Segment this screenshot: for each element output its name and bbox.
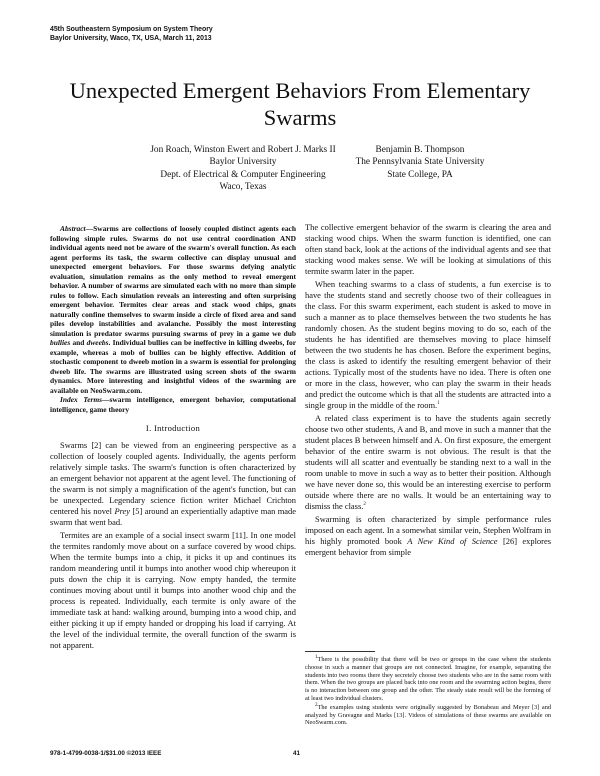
paragraph: The collective emergent behavior of the swarm is clearing the area and stacking wood chips. When the swarm function is identified, one can often stand back, look at the actions of the individual agents and see that stacking wood makes sense. We will be looking at simulations of this termite swarm later in the paper. — [305, 222, 551, 276]
paper-title — [40, 77, 560, 131]
abstract-lead: Abstract — [60, 224, 86, 233]
abstract — [50, 224, 296, 395]
left-column — [50, 224, 296, 653]
abstract-text: —Swarms are collections of loosely coupled distinct agents each following simple rules. Swarms do not use central coordination AND individual agents need not be aware of the swarm's overall function. As each agent performs its task, the swarm collective can display unusual and unexpected emergent behaviors. For those swarms defying analytic evaluation, simulation remains as the only method to reveal emergent behavior. A number of swarms are simulated each with no more than simple rules to follow. Each simulation reveals an interesting and often surprising emergent behavior. Termites clear areas and stack wood chips, gnats naturally confine themselves to swarm inside a circle of fixed area and sand piles develop instabilities and avalanche. Possibly the most interesting simulation is predator swarms pursuing swarms of prey in a game we dub — [50, 224, 296, 338]
author-names: Benjamin B. Thompson — [375, 145, 465, 155]
conference-name: 45th Southeastern Symposium on System Theory — [50, 26, 213, 33]
footnote-1 — [305, 656, 551, 703]
title-line-2: Swarms — [263, 105, 337, 130]
novel-title: Prey — [114, 506, 131, 516]
paragraph — [305, 413, 551, 512]
footnote-marker: 2 — [363, 502, 366, 508]
abstract-dweebs: dweebs — [86, 338, 109, 347]
index-terms-text: —swarm intelligence, emergent behavior, computational intelligence, game theory — [50, 395, 296, 414]
footnote-marker: 1 — [315, 654, 318, 660]
index-terms — [50, 395, 296, 414]
footnote-marker: 1 — [437, 401, 440, 407]
author-affiliation: Baylor University — [209, 157, 277, 168]
author-affiliation: The Pennsylvania State University — [355, 157, 485, 168]
paragraph-text: Swarms [2] can be viewed from an engineering perspective as a collection of loosely coupled agents. Individually, the agents perform relatively simple tasks. The swarm's function is often characterized by an emergent behavior not apparent at the agent level. The functioning of the swarm is not simply a magnification of the agent's function, but can be unexpected. Legendary science fiction writer Michael Crichton centered his novel — [50, 440, 296, 516]
abstract-and: and — [70, 338, 87, 347]
paragraph: Termites are an example of a social insect swarm [11]. In one model the termites randomly move about on a surface covered by wood chips. When the termite bumps into a chip, it picks it up and continues its random meandering until it bumps into another wood chip whereupon it puts down the chip it is carrying. Now empty handed, the termite continues moving about until it bumps into another wood chip and the process is repeated. Individually, each termite is only aware of the immediate task at hand: walking around, bumping into a wood chip, and either picking it up if empty handed or dropping his load if carrying. At the level of the individual termite, the overall function of the swarm is not apparent. — [50, 530, 296, 650]
footnotes — [305, 651, 551, 728]
footnote-2 — [305, 704, 551, 727]
paragraph — [305, 279, 551, 411]
footnote-text: There is the possibility that there will be two or groups in the case where the students choose in such a manner that groups are not connected. Imagine, for example, separating the students into two rooms there they secretely choose two students who are in the same room with them. When the two groups are placed back into one room and the swarming action begins, there is no interaction between one group and the other. The steady state result will be the forming of at least two individual clusters. — [305, 656, 551, 702]
copyright-footer: 978-1-4799-0038-1/$31.00 ©2013 IEEE — [50, 750, 162, 757]
paragraph-text: Swarming is often characterized by simple performance rules imposed on each agent. In a somewhat similar vein, Stephen Wolfram in his highly promoted book — [305, 514, 551, 546]
abstract-bullies: bullies — [50, 338, 71, 347]
page-number: 41 — [293, 750, 301, 757]
right-column — [305, 222, 551, 560]
book-title: A New Kind of Science — [407, 536, 498, 546]
author-department: Dept. of Electrical & Computer Engineering — [160, 169, 326, 180]
footnote-marker: 2 — [315, 702, 318, 708]
paragraph-text: A related class experiment is to have the students again secretly choose two other students, A and B, and move in such a manner that the student places B between himself and A. On first exposure, the emergent behavior of the entire swarm is not obvious. The result is that the students will all scatter and eventually be standing next to a wall in the room unable to move in such a way as to better their position. Although we have never done so, this would be an interesting exercise to perform outside where there are no walls. It would be an entertaining way to dismiss the class. — [305, 413, 551, 511]
paragraph — [305, 514, 551, 558]
author-block-right — [345, 144, 495, 181]
author-names: Jon Roach, Winston Ewert and Robert J. Marks II — [150, 145, 336, 155]
index-terms-lead: Index Terms — [60, 395, 103, 404]
author-city: State College, PA — [387, 169, 453, 180]
conference-location: Baylor University, Waco, TX, USA, March 11, 2013 — [50, 35, 212, 42]
paragraph-text: When teaching swarms to a class of students, a fun exercise is to have the students stand and secretly choose two of their colleagues in the class. For this swarm experiment, each student is asked to move in such a manner as to place themselves between the two students he has randomly chosen. As the student begins moving to do so, each of the students he has identified are themselves moving to place himself between the two students he has chosen. Before the experiment begins, the class is asked to identify the resulting emergent behavior of their actions. Typically most of the students have no idea. There is often one or more in the class, however, who can play the swarm in their heads and predict the outcome which is that all the students are attracted into a single group in the middle of the room. — [305, 279, 551, 410]
paragraph-text: [5] around an experientially adaptive man made swarm that went bad. — [50, 506, 296, 527]
paragraph — [50, 440, 296, 528]
footnote-rule — [305, 651, 375, 652]
author-block-left — [118, 144, 368, 194]
abstract-text-2: . Individual bullies can be ineffective in killing dweebs, for example, whereas a mob of bullies can be highly effective. Addition of stochastic component to dweeb motion in a swarm is essential for prolonging dweeb life. The swarms are illustrated using screen shots of the swarm dynamics. More interesting and insightful videos of the swarming are available on NeoSwarm.com. — [50, 338, 296, 395]
conference-header — [50, 25, 213, 43]
footnote-text: The examples using students were originally suggested by Bonabeau and Meyer [3] and analyzed by Gravagne and Marks [13]. Videos of simulations of these swarms are available on NeoSwarm.com. — [305, 703, 551, 727]
author-city: Waco, Texas — [219, 182, 267, 193]
section-heading-introduction: I. Introduction — [145, 423, 201, 433]
paragraph-text: [26] explores emergent behavior from simple — [305, 536, 551, 557]
title-line-1: Unexpected Emergent Behaviors From Elementary — [69, 78, 531, 103]
